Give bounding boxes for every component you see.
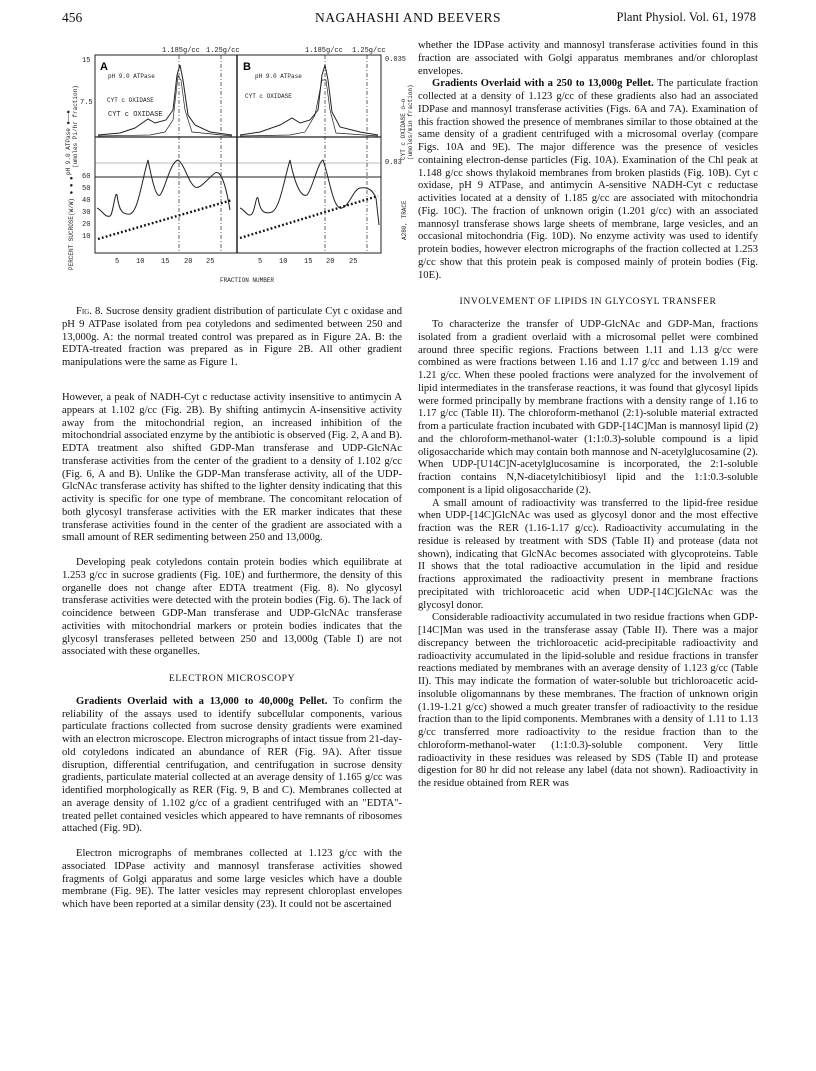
- paragraph: A small amount of radioactivity was transferred to the lipid-free residue when UDP-[14C]GlcNAc was used as glycosyl donor and the most effective fraction was the RER (1.16-1.17 g/cc). Radioactivity accumulating in the residue is released by treatment with SDS (Table II) and protease (data not shown), indicating that GlcNAc becomes associated with glycoproteins. Table II shows that the total radioactive accumulation in the lipid and residue fractions approximated the radioactivity present in membrane fractions precipitated with trichloroacetic acid when UDP-[14C]GlcNAc was the glycosyl donor.: [418, 497, 758, 611]
- svg-text:20: 20: [326, 258, 335, 266]
- tick-15: 15: [82, 57, 91, 65]
- sucrose-gradient-b: [240, 196, 378, 238]
- label-cytc-a: CYT c OXIDASE: [108, 111, 163, 119]
- a280-trace-a: [97, 160, 230, 216]
- tick-7-5: 7.5: [80, 99, 93, 107]
- subheading: Gradients Overlaid with a 250 to 13,000g Pellet.: [432, 78, 654, 90]
- tick-0-83: 0.83: [385, 159, 402, 167]
- label-cytc-a: CYT c OXIDASE: [107, 97, 154, 104]
- running-head-journal: Plant Physiol. Vol. 61, 1978: [616, 10, 756, 24]
- paragraph: To confirm the reliability of the assays used to identify subcellular components, various particulate fractions collected from sucrose density gradients were examined with an electron microscope. Electron micrographs of intact tissue from 21-day-old cotyledons indicated an abundance of RER (Fig. 9A). After tissue disruption, differential centrifugation, and centrifugation in sucrose density gradients, particulate material collected at an average density of 1.165 g/cc was identified morphologically as RER (Fig. 9, B and C). Membranes collected at an average density of 1.102 g/cc of a gradient centrifuged with an "EDTA"-treated pellet contained vesicles which appeared to have remnants of ribosomes attached (Fig. 9D).: [62, 695, 402, 835]
- x-ticks-b: [258, 258, 357, 266]
- paragraph: To characterize the transfer of UDP-GlcNAc and GDP-Man, fractions isolated from a gradient overlaid with a microsomal pellet were combined around three specific regions. Fractions between 1.11 and 1.13 g/cc were combined as were fractions between 1.16 and 1.17 g/cc and between 1.19 and 1.21 g/cc. When these pooled fractions were analyzed for the involvement of lipid intermediates in the transferase reactions, it was found that glycosyl lipids were formed principally by membrane fractions with a density range of 1.16 to 1.17 g/cc (Table II). The chloroform-methanol (2:1)-soluble material extracted from a particulate fraction incubated with GDP-[14C]Man is mannosyl lipid (2) and the chloroform-methanol-water (1:1:0.3)-soluble compound is a lipid oligosaccharide which may contain both mannose and N-acetylglucosamine (2). When UDP-[U14C]N-acetylglucosamine is incorporated, the 2:1-soluble fraction contains N,N-diacetylchitibiosyl lipid and the 1:1:0.3-soluble component is a lipid oligosaccharide (2).: [418, 319, 758, 496]
- left-axis-top-label: pH 9.0 ATPase ●——●: [65, 110, 72, 175]
- left-axis-bottom-label: PERCENT SUCROSE(W/W) ● ● ●: [68, 176, 75, 270]
- cytc-curve-a: [98, 76, 232, 136]
- caption-text: Sucrose density gradient distribution of particulate Cyt c oxidase and pH 9 ATPase isolated from pea cotyledons and sedimented between 250 and 13,000g. A: the normal treated control was prepared as in Figure 2A. B: the EDTA-treated fraction was prepared as in Figure 2B. All other gradient manipulations were the same as Figure 1.: [62, 306, 403, 368]
- right-axis-top-label: CYT c OXIDASE o—o: [400, 98, 407, 160]
- svg-text:15: 15: [304, 258, 313, 266]
- paragraph: Considerable radioactivity accumulated in two residue fractions when GDP-[14C]Man was used in the transferase assay (Table II). There was a major discrepancy between the trichloroacetic acid-precipitable radioactivity and radioactivity accumulated in the lipid-soluble and residue fractions in transfer reactions mediated by membranes with an average density of 1.123 g/cc (Table II). This may indicate the formation of water-soluble but trichloroacetic acid-insoluble oligomannans by these membranes. The fraction of unknown origin (1.19-1.21 g/cc) showed a much greater transfer of radioactivity to the residue fraction than to the lipid components. Membranes with a density of 1.11 to 1.13 g/cc transferred more radioactivity to the residue fraction than to the chloroform-methanol-water (1:1:0.3)-soluble component. Very little radioactivity in these residues was released by SDS (Table II) and protease digestion for 80 hr did not release any label (data not shown). Radioactivity in the residue obtained from RER was: [418, 612, 758, 789]
- a280-trace-b: [240, 160, 379, 225]
- tick-40: 40: [82, 197, 91, 205]
- panel-label-b: B: [243, 61, 251, 73]
- svg-text:5: 5: [258, 258, 263, 266]
- x-axis-label: FRACTION NUMBER: [220, 277, 275, 284]
- sucrose-gradient-a: [98, 200, 232, 239]
- x-ticks-a: [115, 258, 214, 266]
- left-column: [62, 392, 402, 912]
- tick-0-035: 0.035: [385, 56, 407, 64]
- tick-60: 60: [82, 173, 91, 181]
- density-marker-b2: 1.25g/cc: [352, 47, 386, 55]
- label-cytc-b: CYT c OXIDASE: [245, 93, 292, 100]
- svg-text:5: 5: [115, 258, 120, 266]
- density-marker-b1: 1.185g/cc: [305, 47, 343, 55]
- caption-label: Fig. 8.: [76, 306, 103, 317]
- plot-frame: [95, 55, 381, 253]
- right-column: [418, 40, 758, 791]
- svg-text:25: 25: [206, 258, 215, 266]
- left-axis-top-units: (umoles Pi/hr fraction): [72, 85, 79, 168]
- paragraph: Electron micrographs of membranes collected at 1.123 g/cc with the associated IDPase activity and mannosyl transferase activities showed fragments of Golgi apparatus and some large vesicles which have a double membrane (Fig. 9E). The latter vesicles may represent chloroplast envelopes which have been reported at a similar density (23). It could not be ascertained: [62, 848, 402, 910]
- right-axis-top-units: (umoles/min fraction): [407, 84, 414, 160]
- subheading: Gradients Overlaid with a 13,000 to 40,000g Pellet.: [76, 695, 328, 707]
- section-heading: INVOLVEMENT OF LIPIDS IN GLYCOSYL TRANSFER: [459, 296, 717, 308]
- svg-text:15: 15: [161, 258, 170, 266]
- density-marker-a1: 1.185g/cc: [162, 47, 200, 55]
- svg-text:25: 25: [349, 258, 358, 266]
- svg-text:10: 10: [136, 258, 145, 266]
- svg-text:20: 20: [184, 258, 193, 266]
- label-atpase-b: pH 9.0 ATPase: [255, 73, 302, 80]
- panel-label-a: A: [100, 61, 108, 73]
- figure-caption: [62, 306, 402, 370]
- paragraph: However, a peak of NADH-Cyt c reductase activity insensitive to antimycin A appears at 1.102 g/cc (Fig. 2B). By shifting antimycin A-insensitive activity away from the mitochondrial region, an increased inhibition of the mitochondrial associated enzyme by the antibiotic is observed (Fig. 2, A and B). EDTA treatment also shifted GDP-Man transferase and UDP-GlcNAc transferase activities from the center of the gradient to a density of 1.102 g/cc (Fig. 6, A and B). Unlike the GDP-Man transferase activity, all of the UDP-GlcNAc transferase activity has shifted to the lighter density indicating that this activity is specific for one type of membrane. The concomitant relocation of both glycosyl transferase activities with the ER marker indicates that these transferase activities found in the center of the gradient are associated with a small amount of RER sedimenting between 250 and 13,000g.: [62, 392, 402, 544]
- right-axis-bottom-label: A280, TRACE: [401, 200, 408, 240]
- tick-30: 30: [82, 209, 91, 217]
- tick-10: 10: [82, 233, 91, 241]
- page-number: 456: [62, 10, 83, 25]
- svg-text:10: 10: [279, 258, 288, 266]
- sucrose-dots: [98, 196, 378, 239]
- tick-20: 20: [82, 221, 91, 229]
- label-atpase-a: pH 9.0 ATPase: [108, 73, 155, 80]
- cytc-curve-b: [240, 80, 378, 136]
- paragraph: Developing peak cotyledons contain protein bodies which equilibrate at 1.253 g/cc in sucrose gradients (Fig. 10E) and furthermore, the density of this organelle does not change after EDTA treatment (Fig. 8). No glycosyl transferase activities were detected with the protein bodies (Fig. 6). The lack of coincidence between GDP-Man transferase and UDP-GlcNAc transferase activities with mitochondrial markers or protein bodies indicates that the glycosyl transferases pelleted between 250 and 13,000g (Table I) are not associated with these organelles.: [62, 557, 402, 658]
- section-heading: ELECTRON MICROSCOPY: [168, 673, 296, 684]
- paragraph: whether the IDPase activity and mannosyl transferase activities found in this fraction are associated with Golgi apparatus membranes and/or chloroplast envelopes.: [418, 40, 758, 77]
- paragraph: The particulate fraction collected at a density of 1.123 g/cc of these gradients also had an associated IDPase and mannosyl transferase activities (Figs. 6A and 7A). Examination of this fraction showed the presence of membranes similar to those obtained at the same density of a gradient centrifuged with a microsomal overlay (compare Figs. 10A and 9E). The major difference was the presence of vesicles containing electron-dense particles (Fig. 10A). Examination of the Chl peak at 1.148 g/cc shows thylakoid membranes from broken plastids (Fig. 10B). Cyt c oxidase, pH 9 ATPase, and antimycin A-sensitive NADH-Cyt c reductase activities located at a density of 1.185 g/cc are associated with mitochondria (Fig. 10C). The fraction of unknown origin (1.201 g/cc) with an associated mannosyl transferase shows large sheets of membrane, large vesicles, and an occasional mitochondria (Fig. 10D). No enzyme activity was used to identify protein bodies, however electron micrographs of the fraction collected at 1.253 g/cc show that this protein peak is composed mainly of protein bodies (Fig. 10E).: [418, 78, 758, 281]
- figure-8: [60, 40, 420, 302]
- tick-50: 50: [82, 185, 91, 193]
- density-marker-a2: 1.25g/cc: [206, 47, 240, 55]
- running-head-authors: NAGAHASHI AND BEEVERS: [314, 10, 501, 25]
